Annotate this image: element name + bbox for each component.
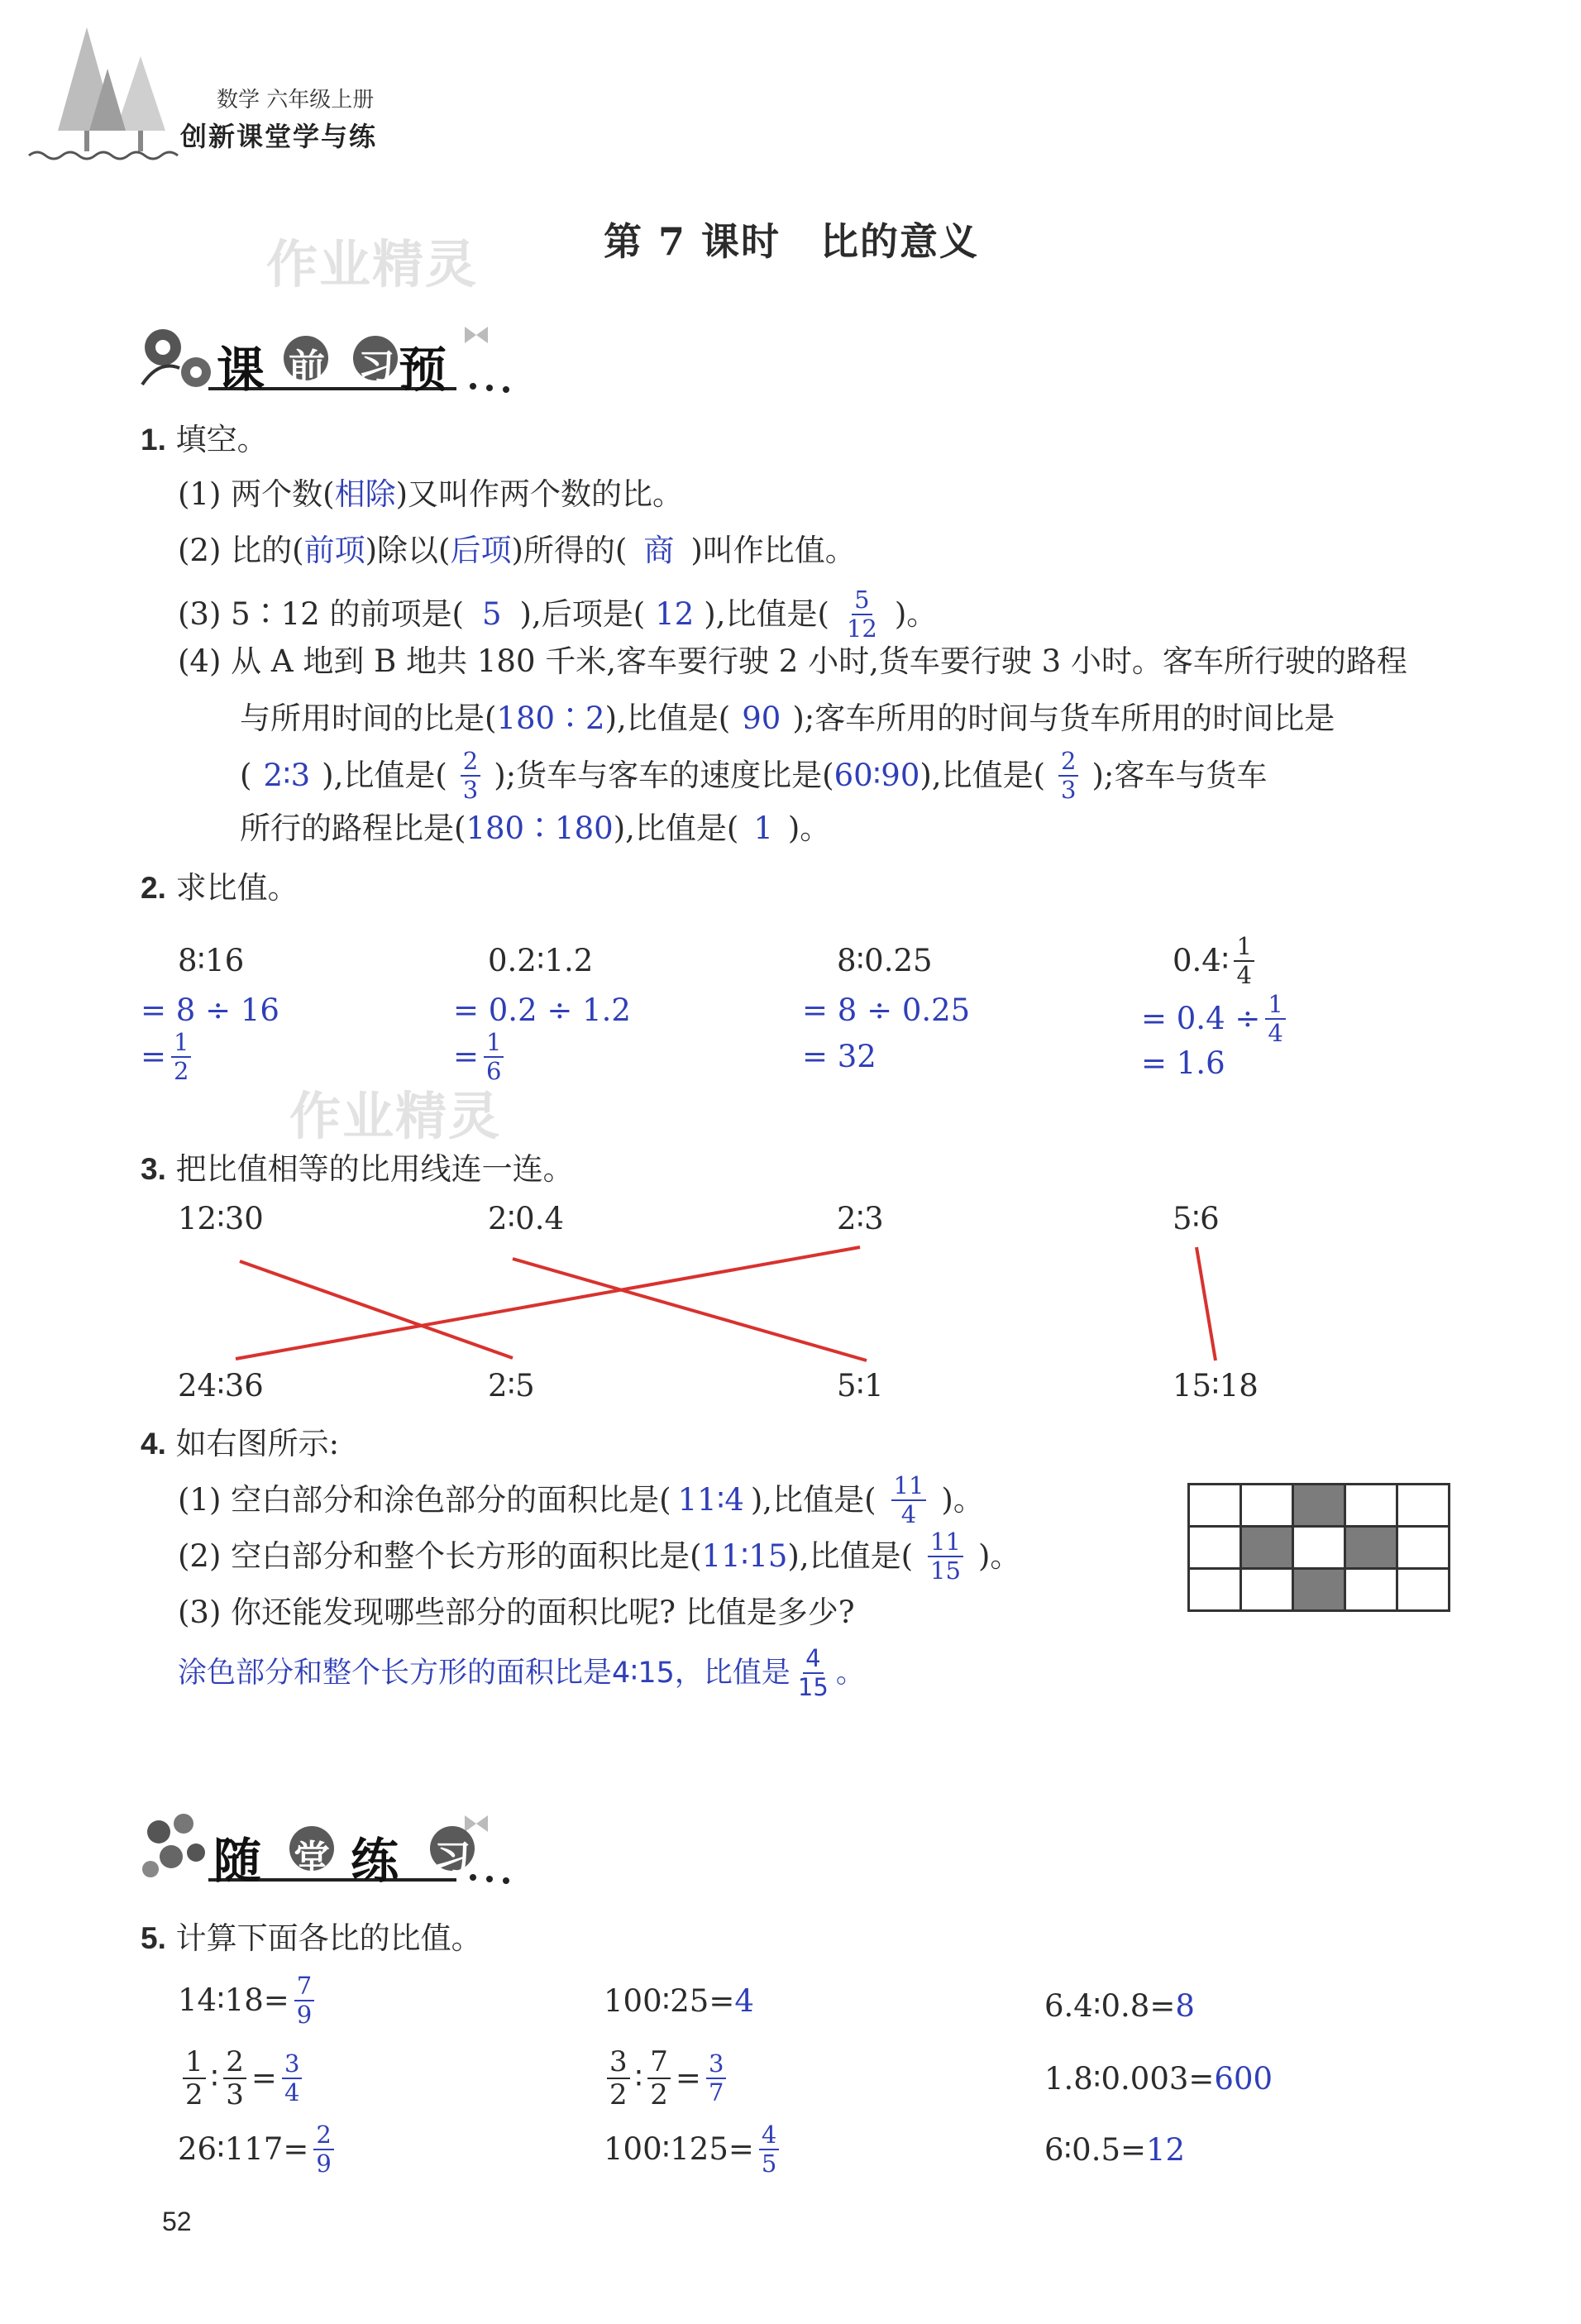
answer-fraction: $\frac{4}{5}$ (759, 2123, 779, 2176)
q2-item4-expr: 0.4∶ $\frac{1}{4}$ (1173, 928, 1259, 994)
grid-row (1189, 1485, 1450, 1527)
q2-item1-step: = 8 ÷ 16 (141, 992, 279, 1028)
section-char-2: 堂 (294, 1838, 335, 1880)
answer: 后项 (450, 533, 512, 568)
q2-item3-expr: 8∶0.25 (837, 943, 933, 978)
grid-cell-blank (1345, 1485, 1397, 1527)
answer: 5 (482, 596, 502, 632)
answer-fraction: $\frac{2}{9}$ (313, 2123, 333, 2176)
answer: 12 (655, 596, 695, 632)
q5-r2-c2: $\frac{3}{2}$ ∶ $\frac{7}{2}$ = $\frac{3}{7}$ (602, 2041, 731, 2116)
answer-fraction: $\frac{4}{15}$ (797, 1644, 829, 1701)
section-char-4: 习 (358, 347, 399, 389)
q1-part4-line1: (4) 从 A 地到 B 地共 180 千米,客车要行驶 2 小时,货车要行驶 3 小时。客车所行驶的路程 (178, 643, 1407, 679)
watermark: 作业精灵 (289, 1086, 502, 1146)
header-book-title: 创新课堂学与练 (180, 121, 378, 152)
q3-title: 3. 把比值相等的比用线连一连。 (141, 1151, 574, 1187)
q1-part4-line3: ( 2∶3 ),比值是( $\frac{2}{3}$ );货车与客车的速度比是( 60∶90 ),比值是( $\frac{2}{3}$ );客车与货车 (240, 747, 1268, 804)
q1-part3: (3) 5∶12 的前项是( 5 ),后项是( 12 ),比值是( $\frac{5}{12}$ )。 (178, 586, 938, 643)
q1-part4-line2: 与所用时间的比是(180∶2),比值是( 90 );客车所用的时间与货车所用的时间比是 (240, 701, 1335, 736)
q5-title: 5. 计算下面各比的比值。 (141, 1920, 482, 1956)
q2-item1-result: = $\frac{1}{2}$ (141, 1030, 196, 1083)
section-char-2: 前 (289, 347, 330, 389)
q3-bottom-3: 5∶1 (837, 1368, 884, 1403)
grid-cell-blank (1345, 1569, 1397, 1611)
area-grid-figure (1187, 1483, 1450, 1612)
q4-part2: (2) 空白部分和整个长方形的面积比是( 11∶15 ),比值是( $\frac{11}{15}$ )。 (178, 1528, 1021, 1585)
answer-fraction: $\frac{3}{7}$ (706, 2052, 726, 2105)
grid-cell-blank (1397, 1527, 1450, 1569)
watermark: 作业精灵 (266, 234, 479, 294)
section-class-practice (134, 1799, 547, 1890)
q3-top-3: 2∶3 (837, 1201, 884, 1236)
page-number: 52 (162, 2207, 192, 2236)
grid-cell-blank (1189, 1569, 1241, 1611)
grid-cell-blank (1397, 1485, 1450, 1527)
q5-r1-c1: 14∶18= $\frac{7}{9}$ (178, 1967, 319, 2035)
grid-cell-blank (1397, 1569, 1450, 1611)
section-char-4: 习 (434, 1838, 475, 1880)
answer: 4 (734, 1983, 754, 2019)
answer: 600 (1214, 2061, 1273, 2097)
section-char-3-visible: 预 (399, 342, 452, 398)
q3-bottom-1: 24∶36 (178, 1368, 264, 1403)
answer: 90 (742, 701, 781, 736)
q5-r2-c1: $\frac{1}{2}$ ∶ $\frac{2}{3}$ = $\frac{3}{4}$ (178, 2041, 307, 2116)
q4-answer: 涂色部分和整个长方形的面积比是4∶15，比值是 $\frac{4}{15}$ 。 (178, 1644, 865, 1701)
q1-part4-line4: 所行的路程比是(180∶180),比值是( 1 )。 (240, 811, 831, 846)
match-line (1196, 1247, 1216, 1360)
flower-decoration-icon (134, 1799, 547, 1890)
section-char-1: 随 (213, 1833, 267, 1889)
q4-part3: (3) 你还能发现哪些部分的面积比呢? 比值是多少? (178, 1595, 855, 1630)
answer: 相除 (334, 476, 396, 512)
grid-cell-blank (1189, 1527, 1241, 1569)
q2-item2-expr: 0.2∶1.2 (488, 943, 594, 978)
answer-fraction: $\frac{2}{3}$ (1058, 749, 1078, 802)
q5-r3-c3: 6∶0.5=12 (1044, 2132, 1186, 2168)
grid-cell-shaded (1293, 1485, 1345, 1527)
answer: 180∶180 (466, 811, 614, 846)
answer: 60∶90 (833, 758, 920, 793)
q2-title: 2. 求比值。 (141, 870, 299, 906)
answer-fraction: $\frac{2}{3}$ (461, 749, 480, 802)
answer: 11∶15 (701, 1538, 788, 1574)
q2-item2-result: = $\frac{1}{6}$ (453, 1030, 509, 1083)
q3-top-4: 5∶6 (1173, 1201, 1220, 1236)
q3-top-1: 12∶30 (178, 1201, 264, 1236)
grid-cell-blank (1189, 1485, 1241, 1527)
q2-item1-expr: 8∶16 (178, 943, 245, 978)
q1-title: 1. 填空。 (141, 422, 268, 457)
grid-cell-shaded (1345, 1527, 1397, 1569)
grid-row (1189, 1569, 1450, 1611)
section-char-1: 课 (217, 342, 270, 398)
q5-r1-c2: 100∶25=4 (604, 1983, 754, 2019)
header-series: 数学 六年级上册 (217, 88, 375, 112)
q2-item3-result: = 32 (802, 1039, 876, 1074)
answer: 1 (753, 811, 773, 846)
q2-item3-step: = 8 ÷ 0.25 (802, 992, 971, 1028)
section-char-3: 练 (351, 1833, 404, 1889)
grid-row (1189, 1527, 1450, 1569)
grid-cell-blank (1241, 1485, 1293, 1527)
q2-item2-step: = 0.2 ÷ 1.2 (453, 992, 631, 1028)
answer: 前项 (303, 533, 365, 568)
answer-fraction: $\frac{3}{4}$ (282, 2052, 302, 2105)
q3-top-2: 2∶0.4 (488, 1201, 565, 1236)
q5-r1-c3: 6.4∶0.8=8 (1044, 1988, 1195, 2024)
q2-item4-result: = 1.6 (1141, 1045, 1225, 1081)
answer: 商 (643, 533, 675, 568)
q1-part1: (1) 两个数(相除)又叫作两个数的比。 (178, 476, 684, 512)
answer-fraction: $\frac{5}{12}$ (846, 586, 877, 643)
q5-r3-c2: 100∶125= $\frac{4}{5}$ (604, 2116, 784, 2183)
answer: 180∶2 (496, 701, 605, 736)
answer-fraction: $\frac{11}{4}$ (891, 1474, 927, 1527)
q3-bottom-4: 15∶18 (1173, 1368, 1259, 1403)
grid-cell-blank (1241, 1569, 1293, 1611)
answer: 11∶4 (677, 1482, 744, 1518)
q3-bottom-2: 2∶5 (488, 1368, 535, 1403)
answer: 2∶3 (263, 758, 311, 793)
q1-part2: (2) 比的(前项)除以(后项)所得的( 商 )叫作比值。 (178, 533, 856, 568)
answer-fraction: $\frac{7}{9}$ (294, 1974, 314, 2027)
q5-r2-c3: 1.8∶0.003=600 (1044, 2061, 1273, 2097)
match-line (240, 1261, 513, 1358)
q5-r3-c1: 26∶117= $\frac{2}{9}$ (178, 2116, 339, 2183)
answer: 12 (1146, 2132, 1186, 2168)
q2-item4-step: = 0.4 ÷ $\frac{1}{4}$ (1141, 986, 1291, 1052)
grid-cell-blank (1293, 1527, 1345, 1569)
q4-title: 4. 如右图所示: (141, 1426, 340, 1461)
grid-cell-shaded (1293, 1569, 1345, 1611)
grid-cell-shaded (1241, 1527, 1293, 1569)
q4-part1: (1) 空白部分和涂色部分的面积比是( 11∶4 ),比值是( $\frac{11}{4}$ )。 (178, 1471, 984, 1528)
answer-fraction: $\frac{11}{15}$ (928, 1530, 963, 1583)
answer: 8 (1175, 1988, 1195, 2024)
match-line (236, 1247, 860, 1359)
page-title: 第 7 课时 比的意义 (604, 219, 980, 264)
match-line (513, 1259, 867, 1360)
